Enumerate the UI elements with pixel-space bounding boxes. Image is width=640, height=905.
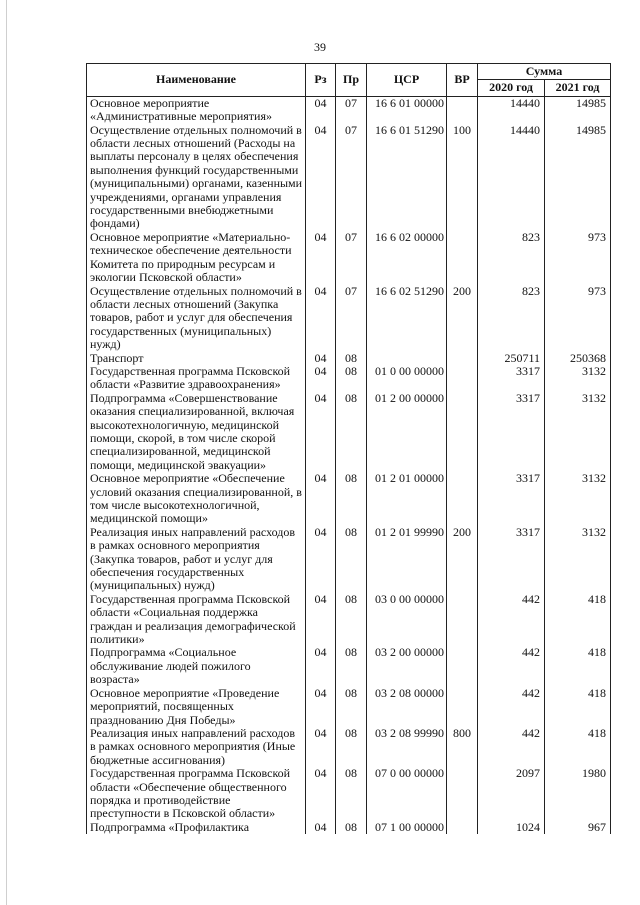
table-row	[87, 472, 611, 526]
row-amount-2021: 3132	[545, 392, 611, 472]
table-body	[87, 96, 611, 834]
row-csr: 16 6 02 51290	[367, 285, 447, 352]
row-rz: 04	[306, 472, 336, 526]
row-csr: 07 0 00 00000	[367, 767, 447, 821]
row-rz: 04	[306, 96, 336, 123]
row-vr	[447, 821, 478, 834]
row-name: Подпрограмма «Социальное обслуживание людей пожилого возраста»	[87, 646, 306, 686]
table-header	[87, 64, 611, 97]
row-rz: 04	[306, 285, 336, 352]
row-csr: 01 2 01 99990	[367, 526, 447, 593]
header-pr: Пр	[336, 64, 367, 97]
row-amount-2021: 14985	[545, 124, 611, 231]
row-rz: 04	[306, 821, 336, 834]
row-name: Основное мероприятие «Проведение мероприятий, посвященных празднованию Дня Победы»	[87, 687, 306, 727]
row-amount-2020: 1024	[478, 821, 545, 834]
row-rz: 04	[306, 687, 336, 727]
row-csr: 03 2 08 99990	[367, 727, 447, 767]
row-rz: 04	[306, 352, 336, 365]
row-pr: 08	[336, 687, 367, 727]
row-vr	[447, 646, 478, 686]
row-vr	[447, 96, 478, 123]
row-pr: 07	[336, 124, 367, 231]
row-amount-2021: 418	[545, 593, 611, 647]
row-amount-2020: 442	[478, 593, 545, 647]
row-rz: 04	[306, 646, 336, 686]
row-name: Осуществление отдельных полномочий в области лесных отношений (Закупка товаров, работ и услуг для обеспечения государственных (муниципальных) нужд)	[87, 285, 306, 352]
row-amount-2021: 967	[545, 821, 611, 834]
row-pr: 08	[336, 767, 367, 821]
header-csr: ЦСР	[367, 64, 447, 97]
row-amount-2020: 442	[478, 646, 545, 686]
row-amount-2021: 973	[545, 231, 611, 285]
row-name: Реализация иных направлений расходов в рамках основного мероприятия (Иные бюджетные ассигнования)	[87, 727, 306, 767]
row-csr: 01 2 01 00000	[367, 472, 447, 526]
row-pr: 08	[336, 646, 367, 686]
row-rz: 04	[306, 231, 336, 285]
row-csr	[367, 352, 447, 365]
row-csr: 01 0 00 00000	[367, 365, 447, 392]
row-amount-2021: 1980	[545, 767, 611, 821]
table-row	[87, 124, 611, 231]
row-csr: 03 2 08 00000	[367, 687, 447, 727]
row-vr	[447, 365, 478, 392]
table-row	[87, 352, 611, 365]
table-row	[87, 687, 611, 727]
header-year-2020: 2020 год	[478, 80, 545, 96]
row-pr: 07	[336, 96, 367, 123]
row-vr: 200	[447, 526, 478, 593]
row-amount-2020: 3317	[478, 472, 545, 526]
row-vr	[447, 593, 478, 647]
table-row	[87, 646, 611, 686]
table-row	[87, 365, 611, 392]
row-name: Основное мероприятие «Административные мероприятия»	[87, 96, 306, 123]
row-pr: 07	[336, 231, 367, 285]
row-amount-2020: 2097	[478, 767, 545, 821]
table-row	[87, 526, 611, 593]
row-amount-2021: 418	[545, 646, 611, 686]
row-csr: 07 1 00 00000	[367, 821, 447, 834]
row-name: Осуществление отдельных полномочий в области лесных отношений (Расходы на выплаты персоналу в целях обеспечения выполнения функций государственными (муниципальными) органами, казенными учреждениями, органами управления государственными внебюджетными фондами)	[87, 124, 306, 231]
row-vr: 800	[447, 727, 478, 767]
row-pr: 08	[336, 352, 367, 365]
row-vr: 100	[447, 124, 478, 231]
row-amount-2021: 14985	[545, 96, 611, 123]
row-name: Подпрограмма «Профилактика	[87, 821, 306, 834]
row-amount-2021: 3132	[545, 472, 611, 526]
row-rz: 04	[306, 727, 336, 767]
table-row	[87, 727, 611, 767]
page-number: 39	[314, 40, 326, 54]
row-amount-2021: 418	[545, 727, 611, 767]
row-name: Основное мероприятие «Обеспечение условий оказания специализированной, в том числе высокотехнологичной, медицинской помощи»	[87, 472, 306, 526]
row-name: Основное мероприятие «Материально-техническое обеспечение деятельности Комитета по природным ресурсам и экологии Псковской области»	[87, 231, 306, 285]
row-vr	[447, 472, 478, 526]
table-row	[87, 821, 611, 834]
row-rz: 04	[306, 392, 336, 472]
row-pr: 07	[336, 285, 367, 352]
row-vr: 200	[447, 285, 478, 352]
table-row	[87, 392, 611, 472]
scan-edge-line	[6, 0, 7, 905]
row-amount-2021: 973	[545, 285, 611, 352]
budget-table	[86, 63, 611, 834]
row-name: Транспорт	[87, 352, 306, 365]
row-rz: 04	[306, 767, 336, 821]
row-csr: 16 6 02 00000	[367, 231, 447, 285]
row-name: Государственная программа Псковской области «Обеспечение общественного порядка и противодействие преступности в Псковской области»	[87, 767, 306, 821]
row-name: Государственная программа Псковской области «Развитие здравоохранения»	[87, 365, 306, 392]
header-sum: Сумма	[478, 64, 611, 80]
row-amount-2021: 3132	[545, 365, 611, 392]
row-rz: 04	[306, 593, 336, 647]
table-row	[87, 767, 611, 821]
row-name: Подпрограмма «Совершенствование оказания специализированной, включая высокотехнологичную, медицинской помощи, скорой, в том числе скорой специализированной, медицинской помощи, медицинской эвакуации»	[87, 392, 306, 472]
row-pr: 08	[336, 472, 367, 526]
row-rz: 04	[306, 526, 336, 593]
row-rz: 04	[306, 124, 336, 231]
row-amount-2020: 14440	[478, 96, 545, 123]
header-year-2021: 2021 год	[545, 80, 611, 96]
row-amount-2020: 3317	[478, 392, 545, 472]
row-amount-2020: 442	[478, 727, 545, 767]
row-vr	[447, 767, 478, 821]
row-amount-2020: 14440	[478, 124, 545, 231]
header-name: Наименование	[87, 64, 306, 97]
row-name: Реализация иных направлений расходов в рамках основного мероприятия (Закупка товаров, работ и услуг для обеспечения государственных (муниципальных) нужд)	[87, 526, 306, 593]
table-row	[87, 96, 611, 123]
row-csr: 01 2 00 00000	[367, 392, 447, 472]
row-pr: 08	[336, 392, 367, 472]
row-pr: 08	[336, 526, 367, 593]
row-amount-2020: 442	[478, 687, 545, 727]
table-row	[87, 593, 611, 647]
row-amount-2020: 250711	[478, 352, 545, 365]
row-vr	[447, 231, 478, 285]
row-amount-2020: 3317	[478, 526, 545, 593]
header-vr: ВР	[447, 64, 478, 97]
row-csr: 16 6 01 00000	[367, 96, 447, 123]
row-vr	[447, 352, 478, 365]
row-csr: 16 6 01 51290	[367, 124, 447, 231]
row-pr: 08	[336, 821, 367, 834]
table-row	[87, 285, 611, 352]
header-rz: Рз	[306, 64, 336, 97]
row-csr: 03 0 00 00000	[367, 593, 447, 647]
row-vr	[447, 392, 478, 472]
row-pr: 08	[336, 727, 367, 767]
row-amount-2020: 823	[478, 285, 545, 352]
row-amount-2020: 823	[478, 231, 545, 285]
row-amount-2020: 3317	[478, 365, 545, 392]
row-amount-2021: 418	[545, 687, 611, 727]
row-vr	[447, 687, 478, 727]
row-pr: 08	[336, 365, 367, 392]
row-rz: 04	[306, 365, 336, 392]
row-amount-2021: 3132	[545, 526, 611, 593]
row-amount-2021: 250368	[545, 352, 611, 365]
table-row	[87, 231, 611, 285]
row-name: Государственная программа Псковской области «Социальная поддержка граждан и реализация демографической политики»	[87, 593, 306, 647]
row-pr: 08	[336, 593, 367, 647]
row-csr: 03 2 00 00000	[367, 646, 447, 686]
